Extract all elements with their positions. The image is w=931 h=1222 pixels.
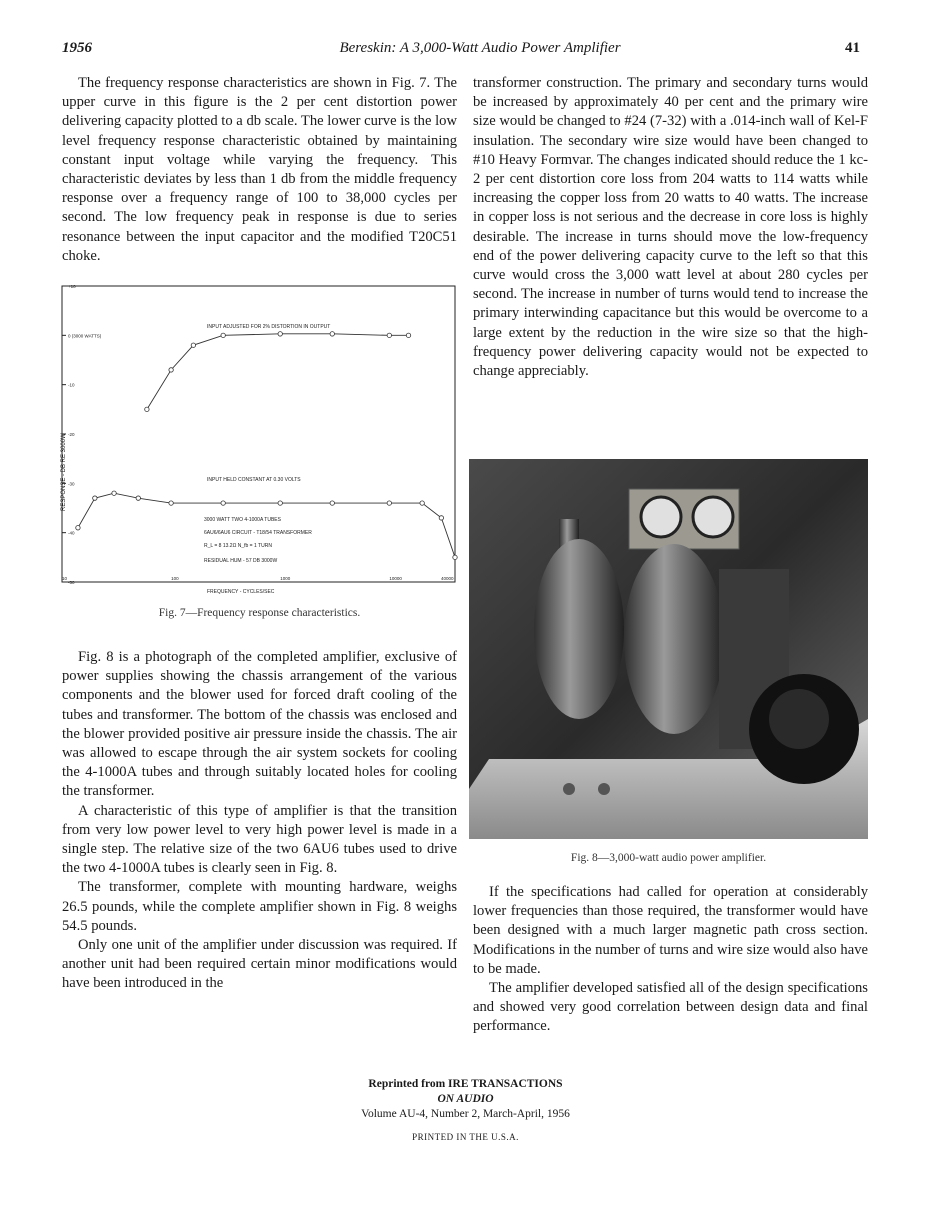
data-point — [76, 526, 80, 530]
chart-info-line-1: 3000 WATT TWO 4-1000A TUBES — [204, 517, 281, 523]
chart-frame — [62, 286, 455, 582]
x-axis-label: FREQUENCY - CYCLES/SEC — [207, 589, 275, 595]
data-point — [278, 501, 282, 505]
data-point — [387, 333, 391, 337]
fig7-caption: Fig. 7—Frequency response characteristics. — [158, 607, 361, 619]
paragraph: If the specifications had called for operation at considerably lower frequencies than those required, the transformer would have been designed with a much larger magnetic path cross section. Modifications in the number of turns and wire size would also have to be made. — [473, 884, 868, 977]
data-point — [453, 555, 457, 559]
data-point — [112, 491, 116, 495]
chart-info-line-4: RESIDUAL HUM - 57 DB 3000W — [204, 558, 278, 564]
paragraph: A characteristic of this type of amplifier is that the transition from very low power level to very high power level is made in a single step. The relative size of the two 6AU6 tubes used to drive the two 4-1000A tubes is clearly seen in Fig. 8. — [62, 802, 457, 877]
data-point — [406, 333, 410, 337]
header-year: 1956 — [62, 40, 92, 56]
data-point — [439, 516, 443, 520]
y-tick-label: -10 — [68, 382, 75, 388]
data-point — [145, 407, 149, 411]
right-column-text — [473, 74, 868, 381]
chart-info-line-3: R_L = 8 13.2Ω N_fb = 1 TURN — [204, 543, 272, 549]
data-point — [221, 501, 225, 505]
y-tick-label: 0 (3000 WATTS) — [68, 333, 102, 339]
x-tick-labels — [62, 576, 454, 581]
fig8-caption: Fig. 8—3,000-watt audio power amplifier. — [570, 852, 767, 864]
paragraph: The frequency response characteristics are shown in Fig. 7. The upper curve in this figure is the 2 per cent distortion power delivering capacity plotted to a db scale. The lower curve is the low level frequency response characteristic obtained by maintaining constant input voltage while varying the frequency. This characteristic deviates by less than 1 db from the middle frequency response over a frequency range of 100 to 38,000 cycles per second. The low frequency peak in response is due to series resonance between the input capacitor and the modified T20C51 choke. — [62, 75, 457, 264]
data-point — [420, 501, 424, 505]
y-tick-label: -20 — [68, 432, 75, 437]
y-tick-labels — [62, 284, 102, 585]
footer-line-4: PRINTED IN THE U.S.A. — [412, 1132, 519, 1142]
paragraph: The amplifier developed satisfied all of the design specifications and showed very good correlation between design data and final performance. — [473, 980, 868, 1035]
page-number: 41 — [845, 40, 860, 56]
frequency-response-chart — [57, 281, 460, 599]
data-point — [278, 332, 282, 336]
data-point — [387, 501, 391, 505]
series-line-1 — [147, 334, 409, 409]
series-group — [76, 332, 457, 560]
paragraph: Only one unit of the amplifier under discussion was required. If another unit had been required certain minor modifications would have been introduced in the — [62, 937, 457, 992]
data-point — [191, 343, 195, 347]
y-axis-label: RESPONSE - DB RE 3000W — [61, 433, 67, 511]
right-column-text-lower — [473, 883, 868, 1037]
x-tick-label: 10000 — [389, 576, 402, 581]
x-tick-label: 1000 — [280, 576, 291, 581]
data-point — [169, 501, 173, 505]
y-tick-label: -50 — [68, 580, 75, 585]
y-tick-label: +10 — [68, 284, 76, 289]
paragraph: The transformer, complete with mounting hardware, weighs 26.5 pounds, while the complete amplifier shown in Fig. 8 weighs 54.5 pounds. — [62, 879, 457, 934]
amplifier-photo — [469, 459, 868, 839]
data-point — [330, 501, 334, 505]
footer-line-2: ON AUDIO — [437, 1093, 494, 1105]
x-tick-label: 10 — [62, 576, 68, 581]
data-point — [136, 496, 140, 500]
header-title: Bereskin: A 3,000-Watt Audio Power Amplifier — [339, 40, 621, 56]
reprint-footer — [300, 1077, 631, 1145]
data-point — [330, 332, 334, 336]
footer-line-1: Reprinted from IRE TRANSACTIONS — [368, 1078, 563, 1090]
y-tick-label: -30 — [68, 481, 75, 487]
data-point — [221, 333, 225, 337]
upper-curve-label: INPUT ADJUSTED FOR 2% DISTORTION IN OUTPUT — [207, 324, 331, 330]
lower-curve-label: INPUT HELD CONSTANT AT 0.30 VOLTS — [207, 477, 301, 483]
left-column-text-lower — [62, 648, 457, 994]
x-tick-label: 40000 — [441, 576, 454, 581]
footer-line-3: Volume AU-4, Number 2, March-April, 1956 — [361, 1108, 570, 1120]
y-tick-label: -40 — [68, 530, 75, 536]
paragraph: transformer construction. The primary and secondary turns would be increased by approximately 40 per cent and the primary wire size would be changed to #24 (7-32) with a .014-inch wall of Kel-F insulation. The secondary wire size would have been changed to #10 Heavy Formvar. The changes indicated should reduce the 1 kc-2 per cent distortion core loss from 204 watts to 114 watts while increasing the copper loss from 20 watts to 40 watts. The increase in copper loss is not serious and the decrease in core loss is highly desirable. The increase in turns should move the low-frequency end of the power delivering capacity curve to the left so that this curve would cross the 3,000 watt level at about 280 cycles per second. The increase in number of turns would tend to increase the primary interwinding capacitance but this would be overcome to a large extent by the reduction in the wire size so that the high-frequency power delivering capacity would not be expected to change appreciably. — [473, 75, 868, 380]
data-point — [93, 496, 97, 500]
chart-info-line-2: 6AU6/6AU6 CIRCUIT - T18/54 TRANSFORMER — [204, 530, 312, 536]
x-tick-label: 100 — [171, 576, 179, 581]
data-point — [169, 368, 173, 372]
left-column-text — [62, 74, 457, 266]
paragraph: Fig. 8 is a photograph of the completed amplifier, exclusive of power supplies showing the chassis arrangement of the various components and the blower used for forced draft cooling of the tubes and transformer. The bottom of the chassis was enclosed and the blower provided positive air pressure inside the chassis. The air was allowed to escape through the air system sockets for cooling the 4-1000A tubes and through suitably located holes for cooling the transformer. — [62, 649, 457, 800]
